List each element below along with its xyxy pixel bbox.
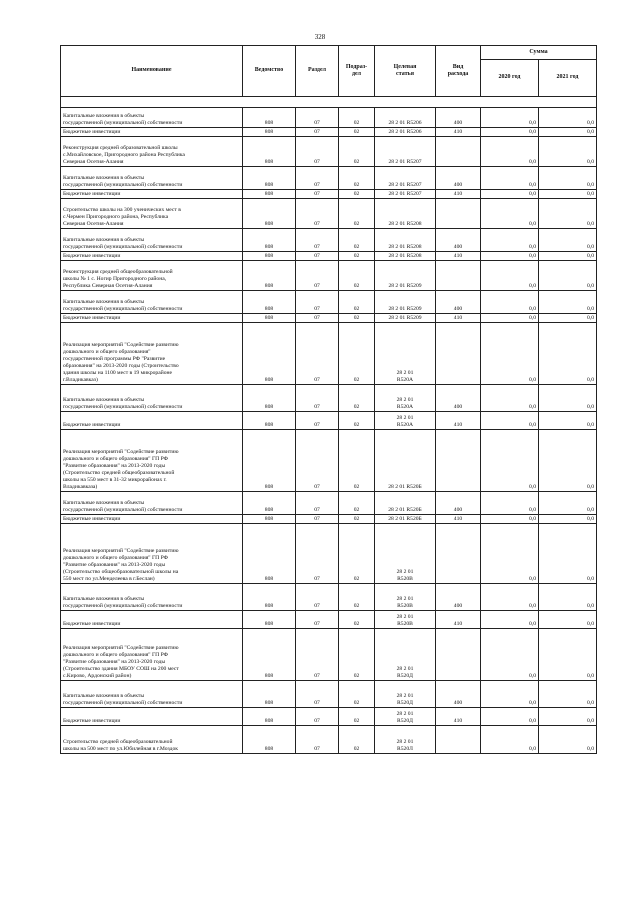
header-ministry: Ведомство	[243, 46, 296, 97]
row-name: Строительство школы на 300 ученических мест в с.Чермен Пригородного района, Республика Северная Осетия-Алания	[61, 199, 243, 229]
table-row	[61, 314, 597, 323]
row-expense-type	[436, 726, 481, 754]
row-expense-type	[436, 323, 481, 385]
table-row	[61, 229, 597, 252]
row-ministry: 808	[243, 524, 296, 584]
row-section: 07	[296, 252, 339, 261]
header-name: Наименование	[61, 46, 243, 97]
row-target-article: 28 2 01 R520А	[375, 412, 436, 430]
table-row	[61, 199, 597, 229]
row-target-article: 28 2 01 R5208	[375, 229, 436, 252]
row-section: 07	[296, 385, 339, 412]
row-sum-2020: 0,0	[481, 385, 539, 412]
table-row	[61, 291, 597, 314]
row-subsection: 02	[339, 137, 375, 167]
row-subsection: 02	[339, 708, 375, 726]
row-expense-type	[436, 430, 481, 492]
row-subsection: 02	[339, 323, 375, 385]
row-target-article: 28 2 01 R5208	[375, 199, 436, 229]
row-section: 07	[296, 515, 339, 524]
row-name: Бюджетные инвестиции	[61, 252, 243, 261]
row-sum-2020: 0,0	[481, 629, 539, 681]
header-target-article: Целевая статья	[375, 46, 436, 97]
row-name: Капитальные вложения в объекты государственной (муниципальной) собственности	[61, 385, 243, 412]
row-ministry: 808	[243, 108, 296, 128]
table-row	[61, 137, 597, 167]
row-ministry: 808	[243, 726, 296, 754]
row-sum-2021: 0,0	[539, 190, 597, 199]
row-sum-2021: 0,0	[539, 252, 597, 261]
row-ministry: 808	[243, 708, 296, 726]
row-section: 07	[296, 430, 339, 492]
row-expense-type: 400	[436, 291, 481, 314]
row-subsection: 02	[339, 681, 375, 708]
row-section: 07	[296, 167, 339, 190]
row-name: Бюджетные инвестиции	[61, 314, 243, 323]
row-expense-type: 410	[436, 190, 481, 199]
table-row	[61, 385, 597, 412]
header-section: Раздел	[296, 46, 339, 97]
row-target-article: 28 2 01 R5208	[375, 252, 436, 261]
row-ministry: 808	[243, 229, 296, 252]
row-sum-2020: 0,0	[481, 261, 539, 291]
table-row	[61, 108, 597, 128]
row-expense-type: 410	[436, 412, 481, 430]
row-sum-2021: 0,0	[539, 291, 597, 314]
row-target-article: 28 2 01 R520В	[375, 584, 436, 611]
row-subsection: 02	[339, 128, 375, 137]
row-sum-2020: 0,0	[481, 190, 539, 199]
row-subsection: 02	[339, 629, 375, 681]
row-target-article: 28 2 01 R520Б	[375, 515, 436, 524]
table-row	[61, 261, 597, 291]
row-target-article: 28 2 01 R520Д	[375, 708, 436, 726]
row-ministry: 808	[243, 167, 296, 190]
row-expense-type: 400	[436, 681, 481, 708]
row-sum-2021: 0,0	[539, 681, 597, 708]
row-sum-2021: 0,0	[539, 515, 597, 524]
row-expense-type: 400	[436, 167, 481, 190]
row-ministry: 808	[243, 137, 296, 167]
table-row	[61, 524, 597, 584]
row-sum-2021: 0,0	[539, 629, 597, 681]
row-subsection: 02	[339, 412, 375, 430]
row-name: Бюджетные инвестиции	[61, 128, 243, 137]
row-name: Реализация мероприятий "Содействие развитию дошкольного и общего образования" ГП РФ "Развитие образования" на 2013-2020 годы (Строительство здания МБОУ СОШ на 200 мест с.Кирово, Ардонский район)	[61, 629, 243, 681]
row-subsection: 02	[339, 190, 375, 199]
row-name: Бюджетные инвестиции	[61, 412, 243, 430]
row-sum-2020: 0,0	[481, 584, 539, 611]
row-name: Капитальные вложения в объекты государственной (муниципальной) собственности	[61, 108, 243, 128]
row-expense-type	[436, 261, 481, 291]
row-name: Капитальные вложения в объекты государственной (муниципальной) собственности	[61, 492, 243, 515]
row-expense-type: 410	[436, 252, 481, 261]
row-ministry: 808	[243, 611, 296, 629]
row-sum-2021: 0,0	[539, 314, 597, 323]
row-subsection: 02	[339, 261, 375, 291]
row-ministry: 808	[243, 629, 296, 681]
row-sum-2020: 0,0	[481, 199, 539, 229]
header-year-2020: 2020 год	[481, 60, 539, 97]
row-name: Реализация мероприятий "Содействие развитию дошкольного и общего образования" государственной программы РФ "Развитие образования" на 2013-2020 годы (Строительство здания школы на 1100 мест в 19 микрорайоне г.Владикавказ)	[61, 323, 243, 385]
table-row	[61, 629, 597, 681]
row-sum-2021: 0,0	[539, 261, 597, 291]
row-ministry: 808	[243, 128, 296, 137]
row-target-article: 28 2 01 R520В	[375, 524, 436, 584]
row-ministry: 808	[243, 291, 296, 314]
row-name: Капитальные вложения в объекты государственной (муниципальной) собственности	[61, 291, 243, 314]
row-sum-2020: 0,0	[481, 515, 539, 524]
row-sum-2020: 0,0	[481, 314, 539, 323]
row-expense-type: 410	[436, 128, 481, 137]
row-target-article: 28 2 01 R5207	[375, 167, 436, 190]
row-sum-2021: 0,0	[539, 167, 597, 190]
row-target-article: 28 2 01 R520А	[375, 385, 436, 412]
row-sum-2021: 0,0	[539, 385, 597, 412]
table-row	[61, 708, 597, 726]
row-section: 07	[296, 137, 339, 167]
row-name: Реализация мероприятий "Содействие развитию дошкольного и общего образования" ГП РФ "Развитие образования" на 2013-2020 годы (Строительство общеобразовательной школы на 550 мест по ул.Менделеева в г.Беслан)	[61, 524, 243, 584]
row-ministry: 808	[243, 584, 296, 611]
row-expense-type	[436, 199, 481, 229]
row-ministry: 808	[243, 430, 296, 492]
row-section: 07	[296, 323, 339, 385]
row-sum-2021: 0,0	[539, 584, 597, 611]
table-row	[61, 611, 597, 629]
row-subsection: 02	[339, 385, 375, 412]
row-section: 07	[296, 726, 339, 754]
row-subsection: 02	[339, 229, 375, 252]
row-section: 07	[296, 708, 339, 726]
row-name: Капитальные вложения в объекты государственной (муниципальной) собственности	[61, 681, 243, 708]
row-section: 07	[296, 611, 339, 629]
row-sum-2021: 0,0	[539, 412, 597, 430]
row-section: 07	[296, 629, 339, 681]
row-expense-type: 400	[436, 229, 481, 252]
row-target-article: 28 2 01 R5206	[375, 108, 436, 128]
row-expense-type: 400	[436, 584, 481, 611]
row-subsection: 02	[339, 430, 375, 492]
row-sum-2020: 0,0	[481, 323, 539, 385]
row-subsection: 02	[339, 252, 375, 261]
row-target-article: 28 2 01 R5209	[375, 291, 436, 314]
row-subsection: 02	[339, 584, 375, 611]
row-target-article: 28 2 01 R520Л	[375, 726, 436, 754]
header-expense-type: Вид расхода	[436, 46, 481, 97]
row-sum-2020: 0,0	[481, 252, 539, 261]
row-name: Капитальные вложения в объекты государственной (муниципальной) собственности	[61, 229, 243, 252]
row-subsection: 02	[339, 611, 375, 629]
row-ministry: 808	[243, 252, 296, 261]
row-sum-2020: 0,0	[481, 108, 539, 128]
row-target-article: 28 2 01 R5206	[375, 128, 436, 137]
row-sum-2021: 0,0	[539, 524, 597, 584]
table-row	[61, 167, 597, 190]
row-target-article: 28 2 01 R5209	[375, 261, 436, 291]
row-target-article: 28 2 01 R520Д	[375, 681, 436, 708]
table-row	[61, 584, 597, 611]
row-expense-type: 400	[436, 385, 481, 412]
row-name: Бюджетные инвестиции	[61, 515, 243, 524]
row-target-article: 28 2 01 R520Б	[375, 492, 436, 515]
row-section: 07	[296, 190, 339, 199]
row-section: 07	[296, 199, 339, 229]
row-expense-type: 410	[436, 708, 481, 726]
row-name: Капитальные вложения в объекты государственной (муниципальной) собственности	[61, 584, 243, 611]
row-name: Бюджетные инвестиции	[61, 190, 243, 199]
row-target-article: 28 2 01 R520Д	[375, 629, 436, 681]
row-section: 07	[296, 291, 339, 314]
row-sum-2020: 0,0	[481, 492, 539, 515]
header-year-2021: 2021 год	[539, 60, 597, 97]
row-ministry: 808	[243, 492, 296, 515]
row-expense-type	[436, 629, 481, 681]
row-ministry: 808	[243, 412, 296, 430]
row-target-article: 28 2 01 R5209	[375, 314, 436, 323]
row-expense-type	[436, 524, 481, 584]
row-expense-type: 410	[436, 314, 481, 323]
row-sum-2021: 0,0	[539, 726, 597, 754]
row-target-article: 28 2 01 R5207	[375, 190, 436, 199]
row-expense-type	[436, 137, 481, 167]
row-name: Реализация мероприятий "Содействие развитию дошкольного и общего образования" ГП РФ "Развитие образования" на 2013-2020 годы (Строительство средней общеобразовательной школы на 550 мест в 31-32 микрорайонах г. Владикавказа)	[61, 430, 243, 492]
row-sum-2021: 0,0	[539, 611, 597, 629]
row-sum-2021: 0,0	[539, 323, 597, 385]
row-sum-2020: 0,0	[481, 726, 539, 754]
row-expense-type: 410	[436, 611, 481, 629]
row-target-article: 28 2 01 R520Б	[375, 430, 436, 492]
row-section: 07	[296, 681, 339, 708]
row-section: 07	[296, 229, 339, 252]
header-subsection: Подраз- дел	[339, 46, 375, 97]
row-subsection: 02	[339, 524, 375, 584]
row-ministry: 808	[243, 515, 296, 524]
row-sum-2020: 0,0	[481, 229, 539, 252]
row-sum-2021: 0,0	[539, 137, 597, 167]
row-sum-2020: 0,0	[481, 291, 539, 314]
row-target-article: 28 2 01 R520А	[375, 323, 436, 385]
row-sum-2020: 0,0	[481, 128, 539, 137]
row-ministry: 808	[243, 323, 296, 385]
row-section: 07	[296, 261, 339, 291]
table-row	[61, 412, 597, 430]
row-sum-2021: 0,0	[539, 492, 597, 515]
row-sum-2021: 0,0	[539, 108, 597, 128]
row-ministry: 808	[243, 190, 296, 199]
row-section: 07	[296, 584, 339, 611]
row-sum-2021: 0,0	[539, 229, 597, 252]
table-row	[61, 430, 597, 492]
row-name: Строительство средней общеобразовательной школы на 500 мест по ул.Юбилейная в г.Моздок	[61, 726, 243, 754]
table-row	[61, 492, 597, 515]
row-sum-2021: 0,0	[539, 430, 597, 492]
row-ministry: 808	[243, 199, 296, 229]
row-sum-2020: 0,0	[481, 681, 539, 708]
row-sum-2021: 0,0	[539, 128, 597, 137]
table-row	[61, 681, 597, 708]
row-subsection: 02	[339, 492, 375, 515]
table-row	[61, 323, 597, 385]
row-target-article: 28 2 01 R5207	[375, 137, 436, 167]
row-subsection: 02	[339, 199, 375, 229]
row-sum-2020: 0,0	[481, 611, 539, 629]
row-name: Бюджетные инвестиции	[61, 708, 243, 726]
row-expense-type: 400	[436, 492, 481, 515]
row-name: Реконструкция средней общеобразовательной школы № 1 с. Ногир Пригородного района, Республика Северная Осетия-Алания	[61, 261, 243, 291]
row-sum-2021: 0,0	[539, 708, 597, 726]
row-section: 07	[296, 492, 339, 515]
row-ministry: 808	[243, 681, 296, 708]
row-sum-2021: 0,0	[539, 199, 597, 229]
row-expense-type: 400	[436, 108, 481, 128]
table-row	[61, 726, 597, 754]
row-section: 07	[296, 314, 339, 323]
page-number: 328	[314, 33, 326, 41]
row-ministry: 808	[243, 261, 296, 291]
row-sum-2020: 0,0	[481, 137, 539, 167]
row-name: Реконструкция средней образовательной школы с.Михайловское, Пригородного района Республика Северная Осетия-Алания	[61, 137, 243, 167]
row-sum-2020: 0,0	[481, 167, 539, 190]
budget-table	[60, 45, 597, 754]
table-row	[61, 128, 597, 137]
row-sum-2020: 0,0	[481, 524, 539, 584]
table-row	[61, 252, 597, 261]
row-ministry: 808	[243, 314, 296, 323]
row-subsection: 02	[339, 291, 375, 314]
row-target-article: 28 2 01 R520В	[375, 611, 436, 629]
row-section: 07	[296, 412, 339, 430]
row-sum-2020: 0,0	[481, 412, 539, 430]
row-subsection: 02	[339, 515, 375, 524]
header-sum: Сумма	[481, 46, 597, 60]
row-sum-2020: 0,0	[481, 430, 539, 492]
row-name: Бюджетные инвестиции	[61, 611, 243, 629]
row-sum-2020: 0,0	[481, 708, 539, 726]
row-ministry: 808	[243, 385, 296, 412]
row-section: 07	[296, 524, 339, 584]
row-expense-type: 410	[436, 515, 481, 524]
row-subsection: 02	[339, 726, 375, 754]
row-section: 07	[296, 108, 339, 128]
row-name: Капитальные вложения в объекты государственной (муниципальной) собственности	[61, 167, 243, 190]
row-subsection: 02	[339, 314, 375, 323]
row-section: 07	[296, 128, 339, 137]
table-row	[61, 190, 597, 199]
table-row	[61, 515, 597, 524]
row-subsection: 02	[339, 167, 375, 190]
row-subsection: 02	[339, 108, 375, 128]
